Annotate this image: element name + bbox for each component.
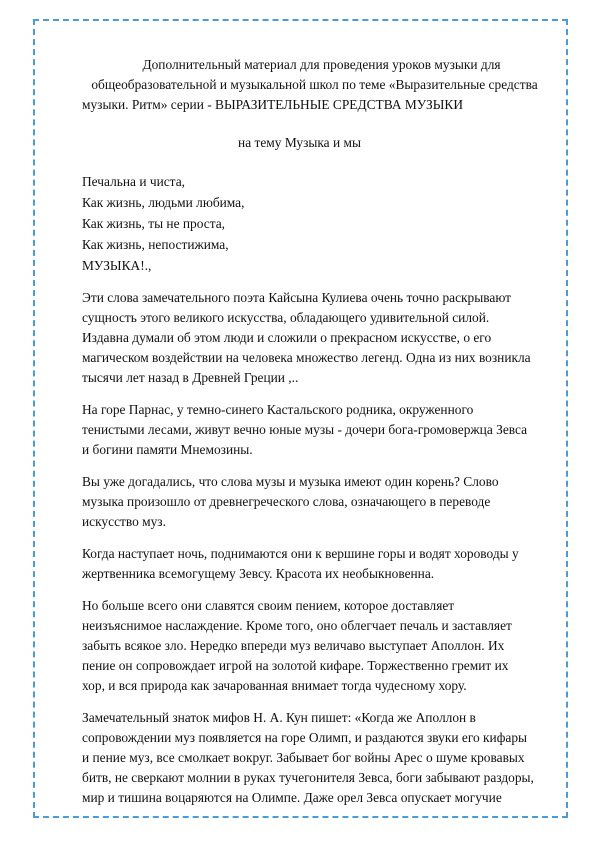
paragraph-singing [82, 596, 547, 696]
poem-line: Как жизнь, непостижима, [82, 237, 229, 252]
paragraph-parnassus [82, 400, 547, 460]
poem-line: Как жизнь, людьми любима, [82, 195, 245, 210]
text-line: битв, не сверкают молнии в руках тучегонителя Зевса, боги забывают раздоры, [82, 770, 534, 785]
text-line: забыть всякое зло. Нередко впереди муз величаво выступает Аполлон. Их [82, 638, 505, 653]
text-line: неизъяснимое наслаждение. Кроме того, оно облегчает печаль и заставляет [82, 618, 512, 633]
text-line: сопровождении муз появляется на горе Олимп, и раздаются звуки его кифары [82, 730, 528, 745]
text-line: и пение муз, все смолкает вокруг. Забывает бог войны Арес о шуме кровавых [82, 750, 525, 765]
intro-heading [82, 55, 547, 115]
poem-line: Как жизнь, ты не проста, [82, 216, 226, 231]
text-line: тысячи лет назад в Древней Греции ,.. [82, 370, 299, 385]
text-line: Вы уже догадались, что слова музы и музыка имеют один корень? Слово [82, 474, 499, 489]
text-line: тенистыми лесами, живут вечно юные музы - дочери бога-громовержца Зевса [82, 422, 528, 437]
intro-line: общеобразовательной и музыкальной школ по теме «Выразительные средства [91, 77, 538, 92]
document-body [82, 55, 547, 820]
text-line: магическом воздействии на человека множество легенд. Одна из них возникла [82, 350, 531, 365]
text-line: Но больше всего они славятся своим пением, которое доставляет [82, 598, 455, 613]
text-line: сущность этого великого искусства, обладающего удивительной силой. [82, 310, 490, 325]
paragraph-kuliev [82, 288, 547, 388]
text-line: жертвенника всемогущему Зевсу. Красота их необыкновенна. [82, 566, 435, 581]
text-line: Эти слова замечательного поэта Кайсына Кулиева очень точно раскрывают [82, 290, 512, 305]
poem-line: Печальна и чиста, [82, 174, 185, 189]
poem-line: МУЗЫКА!., [82, 258, 152, 273]
paragraph-etymology [82, 472, 547, 532]
paragraph-night [82, 544, 547, 584]
intro-line: музыки. Ритм» серии - ВЫРАЗИТЕЛЬНЫЕ СРЕДСТВА МУЗЫКИ [82, 97, 464, 112]
intro-line: Дополнительный материал для проведения уроков музыки для [142, 57, 501, 72]
text-line: искусство муз. [82, 514, 166, 529]
paragraph-kun-quote [82, 708, 547, 808]
text-line: Когда наступает ночь, поднимаются они к вершине горы и водят хороводы у [82, 546, 519, 561]
text-line: и богини памяти Мнемозины. [82, 442, 253, 457]
poem [82, 171, 547, 276]
text-line: музыка произошло от древнегреческого слова, означающего в переводе [82, 494, 491, 509]
text-line: На горе Парнас, у темно-синего Кастальского родника, окруженного [82, 402, 474, 417]
text-line: Замечательный знаток мифов Н. А. Кун пишет: «Когда же Аполлон в [82, 710, 476, 725]
text-line: хор, и вся природа как зачарованная внимает тогда чудесному хору. [82, 678, 467, 693]
subtitle: на тему Музыка и мы [238, 135, 361, 150]
text-line: Издавна думали об этом люди и сложили о прекрасном искусстве, о его [82, 330, 492, 345]
text-line: мир и тишина воцаряются на Олимпе. Даже орел Зевса опускает могучие [82, 790, 502, 805]
text-line: пение он сопровождает игрой на золотой кифаре. Торжественно гремит их [82, 658, 509, 673]
